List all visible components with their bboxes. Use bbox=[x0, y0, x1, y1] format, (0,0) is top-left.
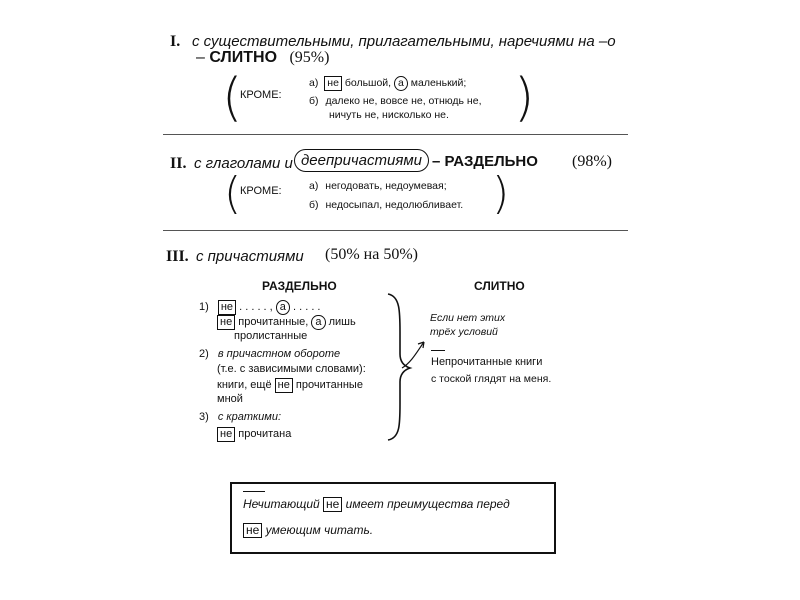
section3-right-note-line2: трёх условий bbox=[430, 326, 498, 338]
section2-numeral: II. bbox=[170, 155, 187, 172]
section3-row2-example-post: прочитанные bbox=[295, 379, 363, 391]
quote-line2 bbox=[243, 523, 373, 538]
quote-end: умеющим читать. bbox=[265, 523, 374, 537]
section3-row2-heading bbox=[199, 348, 340, 360]
section3-row3-num: 3) bbox=[199, 411, 209, 423]
section3-row1-dots1: . . . . . , bbox=[239, 301, 273, 313]
section3-row1-dots2: . . . . . bbox=[292, 301, 321, 313]
section1-item-b-line2: ничуть не, нисколько не. bbox=[329, 109, 449, 121]
section3-row2-example-line2: мной bbox=[217, 393, 243, 405]
particle-circle: а bbox=[394, 76, 408, 91]
section3-row1-example-rest: лишь bbox=[328, 316, 356, 328]
section2-percent: (98%) bbox=[572, 153, 612, 170]
section3-row2-note: (т.е. с зависимыми словами): bbox=[217, 363, 366, 375]
section3-right-title: СЛИТНО bbox=[474, 279, 525, 293]
prefix-mark bbox=[431, 350, 445, 351]
particle-box: не bbox=[218, 300, 236, 315]
section3-row1-num: 1) bbox=[199, 301, 209, 313]
section2-item-b-label: б) bbox=[309, 199, 319, 211]
section3-row3-example-word: прочитана bbox=[238, 428, 292, 440]
section3-intro: с причастиями bbox=[196, 248, 304, 265]
particle-box: не bbox=[217, 427, 235, 442]
section1-item-b-label: б) bbox=[309, 95, 319, 107]
section3-row2-example-pre: книги, ещё bbox=[217, 379, 272, 391]
section3-row2-example bbox=[217, 378, 363, 393]
quote-word1: Нечитающий bbox=[243, 497, 320, 511]
section2-item-b-text: недосыпал, недолюбливает. bbox=[325, 199, 464, 211]
section1-rule-line bbox=[196, 49, 329, 67]
section3-percent: (50% на 50%) bbox=[325, 246, 418, 263]
particle-box: не bbox=[243, 523, 262, 538]
section3-right-example-line2: с тоской глядят на меня. bbox=[431, 373, 552, 385]
section1-except: КРОМЕ: bbox=[240, 89, 282, 101]
section2-left-paren: ( bbox=[224, 168, 242, 219]
divider bbox=[163, 134, 628, 135]
section1-item-a-word1: большой, bbox=[344, 77, 392, 89]
particle-box: не bbox=[324, 76, 342, 91]
section2-except: КРОМЕ: bbox=[240, 185, 282, 197]
section3-numeral: III. bbox=[166, 248, 189, 265]
prefix-mark bbox=[243, 491, 265, 492]
section3-right-example-line1: Непрочитанные книги bbox=[431, 356, 543, 368]
section3-row1-pattern bbox=[199, 300, 321, 315]
particle-circle: а bbox=[276, 300, 290, 315]
section2-circled-word: деепричастиями bbox=[294, 149, 429, 172]
section1-item-b-line1: далеко не, вовсе не, отнюдь не, bbox=[325, 95, 482, 107]
quote-line1 bbox=[243, 497, 510, 512]
particle-box: не bbox=[323, 497, 342, 512]
section2-item-a-label: а) bbox=[309, 180, 319, 192]
section3-row1-example bbox=[217, 315, 356, 330]
section2-rule: – РАЗДЕЛЬНО bbox=[432, 153, 538, 170]
section1-item-a-label: а) bbox=[309, 77, 319, 89]
section2-right-paren: ) bbox=[492, 168, 510, 219]
particle-box: не bbox=[217, 315, 235, 330]
section1-item-a-word2: маленький; bbox=[410, 77, 467, 89]
section3-row2-num: 2) bbox=[199, 348, 209, 360]
section2-item-a bbox=[309, 180, 447, 192]
quote-box bbox=[230, 482, 556, 554]
section3-row2-title: в причастном обороте bbox=[217, 348, 341, 360]
section1-item-a bbox=[309, 76, 466, 91]
particle-box: не bbox=[275, 378, 293, 393]
section1-numeral: I. bbox=[170, 33, 181, 50]
section1-right-paren: ) bbox=[514, 68, 535, 128]
section2-item-b bbox=[309, 199, 463, 211]
section1-intro: с существительными, прилагательными, наречиями на –о bbox=[192, 33, 616, 50]
section3-left-title: РАЗДЕЛЬНО bbox=[262, 279, 337, 293]
section1-percent: (95%) bbox=[289, 49, 330, 66]
quote-mid: имеет преимущества перед bbox=[345, 497, 510, 511]
section1-rule: СЛИТНО bbox=[209, 49, 278, 66]
section2-intro: с глаголами и bbox=[194, 155, 293, 172]
section3-row1-example-line2: пролистанные bbox=[234, 330, 308, 342]
section3-row3-title: с краткими: bbox=[217, 411, 282, 423]
particle-circle: а bbox=[311, 315, 325, 330]
divider bbox=[163, 230, 628, 231]
section2-item-a-text: негодовать, недоумевая; bbox=[325, 180, 447, 192]
section3-row3-example bbox=[217, 427, 291, 442]
section3-right-note-line1: Если нет этих bbox=[430, 312, 506, 324]
section1-dash: – bbox=[196, 49, 205, 66]
section1-item-b bbox=[309, 95, 481, 107]
section1-left-paren: ( bbox=[222, 68, 243, 128]
section3-row1-example-word: прочитанные, bbox=[238, 316, 309, 328]
section3-row3-heading bbox=[199, 411, 281, 423]
